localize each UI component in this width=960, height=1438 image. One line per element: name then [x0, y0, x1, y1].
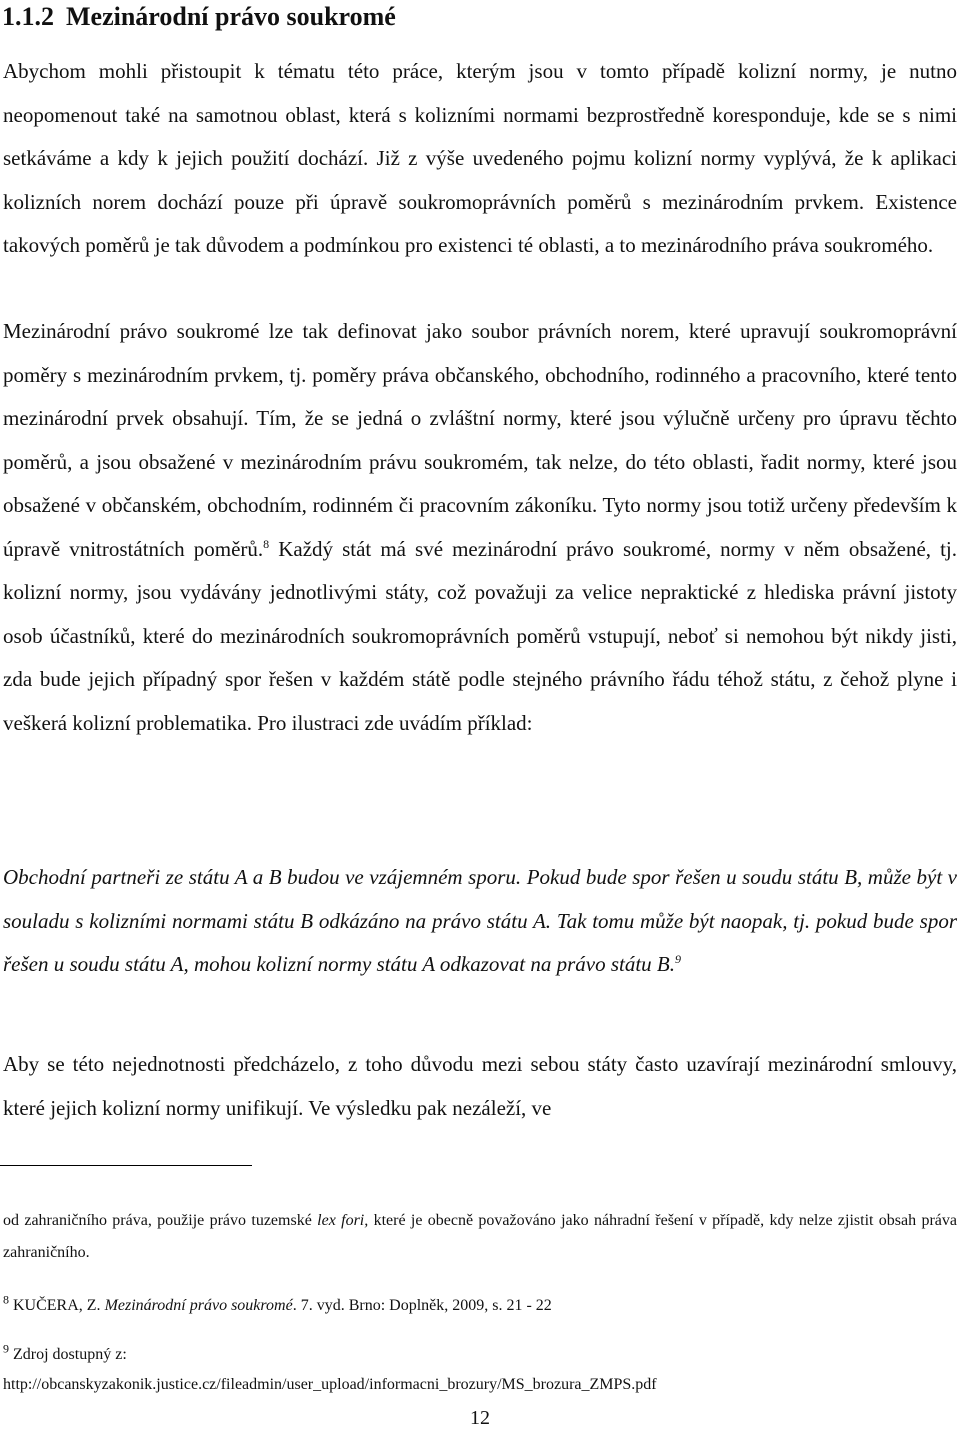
paragraph-2	[3, 310, 957, 745]
example-text: Obchodní partneři ze státu A a B budou ve vzájemném sporu. Pokud bude spor řešen u soudu státu B, může být v souladu s kolizními normami státu B odkázáno na právo státu A. Tak tomu může být naopak, tj. pokud bude spor řešen u soudu státu A, mohou kolizní normy státu A odkazovat na právo státu B.	[3, 865, 957, 976]
footnote-8	[3, 1290, 957, 1322]
footnote-continued	[3, 1205, 957, 1269]
paragraph-1-text: Abychom mohli přistoupit k tématu této práce, kterým jsou v tomto případě kolizní normy, je nutno neopomenout také na samotnou oblast, která s kolizními normami bezprostředně koresponduje, kde se s nimi setkáváme a kdy k jejich použití dochází. Již z výše uvedeného pojmu kolizní normy vyplývá, že k aplikaci kolizních norem dochází pouze při úpravě soukromoprávních poměrů s mezinárodním prvkem. Existence takových poměrů je tak důvodem a podmínkou pro existenci té oblasti, a to mezinárodního práva soukromého.	[3, 59, 957, 257]
paragraph-2-text-a: Mezinárodní právo soukromé lze tak definovat jako soubor právních norem, které upravují soukromoprávní poměry s mezinárodním prvkem, tj. poměry práva občanského, obchodního, rodinného a pracovního, které tento mezinárodní prvek obsahují. Tím, že se jedná o zvláštní normy, které jsou výlučně určeny pro úpravu těchto poměrů, a jsou obsažené v mezinárodním právu soukromém, tak nelze, do této oblasti, řadit normy, které jsou obsažené v občanském, obchodním, rodinném či pracovním zákoníku. Tyto normy jsou totiž určeny především k úpravě vnitrostátních poměrů.	[3, 319, 957, 561]
section-title: Mezinárodní právo soukromé	[66, 2, 396, 31]
footnote-ref-8[interactable]: 8	[263, 536, 270, 551]
footnote-9-link[interactable]: http://obcanskyzakonik.justice.cz/fileadmin/user_upload/informacni_brozury/MS_brozura_ZMPS.pdf	[3, 1376, 657, 1393]
section-heading	[2, 2, 396, 32]
footnote-8-italic: Mezinárodní právo soukromé	[104, 1297, 293, 1314]
footnote-9-url[interactable]	[3, 1373, 657, 1397]
footnote-continued-italic: lex fori,	[317, 1212, 369, 1229]
paragraph-1	[3, 50, 957, 268]
footnote-continued-text-a: od zahraničního práva, použije právo tuzemské	[3, 1212, 318, 1229]
example-paragraph	[3, 856, 957, 987]
footnote-9-text: Zdroj dostupný z:	[9, 1346, 127, 1363]
section-number: 1.1.2	[2, 2, 54, 31]
footnote-separator	[0, 1165, 252, 1166]
paragraph-4	[3, 1043, 957, 1130]
footnote-8-text-a: KUČERA, Z.	[9, 1297, 105, 1314]
page-number: 12	[470, 1407, 490, 1429]
footnote-9-mark: 9	[3, 1341, 9, 1356]
paragraph-2-text-b: Každý stát má své mezinárodní právo soukromé, normy v něm obsažené, tj. kolizní normy, jsou vydávány jednotlivými státy, což považuji za velice nepraktické z hlediska právní jistoty osob účastníků, které do mezinárodních soukromoprávních poměrů vstupují, neboť si nemohou být nikdy jisti, zda bude jejich případný spor řešen v každém státě podle stejného právního řádu téhož státu, z čehož plyne i veškerá kolizní problematika. Pro ilustraci zde uvádím příklad:	[3, 536, 958, 735]
paragraph-4-text: Aby se této nejednotnosti předcházelo, z toho důvodu mezi sebou státy často uzavírají mezinárodní smlouvy, které jejich kolizní normy unifikují. Ve výsledku pak nezáleží, ve	[3, 1052, 957, 1120]
footnote-ref-9[interactable]: 9	[675, 952, 681, 966]
footnote-8-text-b: . 7. vyd. Brno: Doplněk, 2009, s. 21 - 22	[292, 1297, 552, 1314]
footnote-continued-text-b: které je obecně považováno jako náhradní řešení v případě, kdy nelze zjistit obsah práva zahraničního.	[3, 1212, 958, 1261]
footnote-9	[3, 1339, 957, 1371]
footnote-8-mark: 8	[3, 1292, 9, 1307]
